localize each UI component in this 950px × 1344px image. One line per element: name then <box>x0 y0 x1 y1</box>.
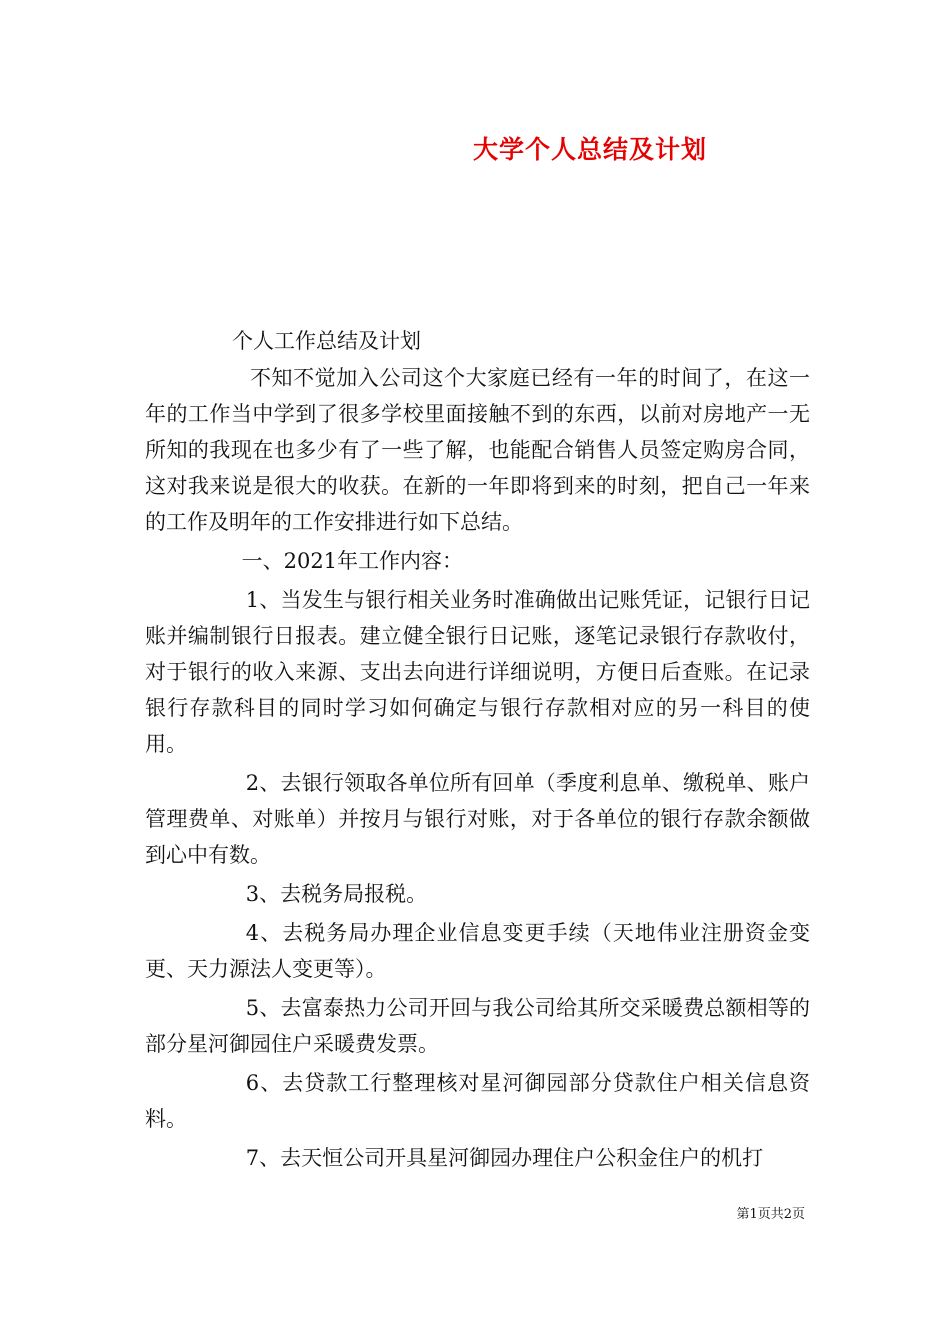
document-body <box>145 360 810 1176</box>
list-item: 4、去税务局办理企业信息变更手续（天地伟业注册资金变更、天力源法人变更等）。 <box>145 921 810 981</box>
intro-paragraph: 不知不觉加入公司这个大家庭已经有一年的时间了，在这一年的工作当中学到了很多学校里面接触不到的东西，以前对房地产一无所知的我现在也多少有了一些了解，也能配合销售人员签定购房合同，这对我来说是很大的收获。在新的一年即将到来的时刻，把自己一年来的工作及明年的工作安排进行如下总结。 <box>145 366 810 534</box>
list-item: 3、去税务局报税。 <box>245 882 428 906</box>
list-item: 5、去富泰热力公司开回与我公司给其所交采暖费总额相等的部分星河御园住户采暖费发票。 <box>145 996 810 1056</box>
list-item: 6、去贷款工行整理核对星河御园部分贷款住户相关信息资料。 <box>145 1071 810 1131</box>
page-number: 第1页共2页 <box>736 1207 805 1222</box>
document-subtitle: 个人工作总结及计划 <box>232 329 421 353</box>
section-heading: 一、2021年工作内容： <box>241 549 464 573</box>
list-item: 1、当发生与银行相关业务时准确做出记账凭证，记银行日记账并编制银行日报表。建立健全银行日记账，逐笔记录银行存款收付，对于银行的收入来源、支出去向进行详细说明，方便日后查账。在记录银行存款科目的同时学习如何确定与银行存款相对应的另一科目的使用。 <box>145 588 810 756</box>
document-title: 大学个人总结及计划 <box>472 135 707 164</box>
list-item: 7、去天恒公司开具星河御园办理住户公积金住户的机打 <box>245 1146 764 1170</box>
list-item: 2、去银行领取各单位所有回单（季度利息单、缴税单、账户管理费单、对账单）并按月与银行对账，对于各单位的银行存款余额做到心中有数。 <box>145 771 810 867</box>
